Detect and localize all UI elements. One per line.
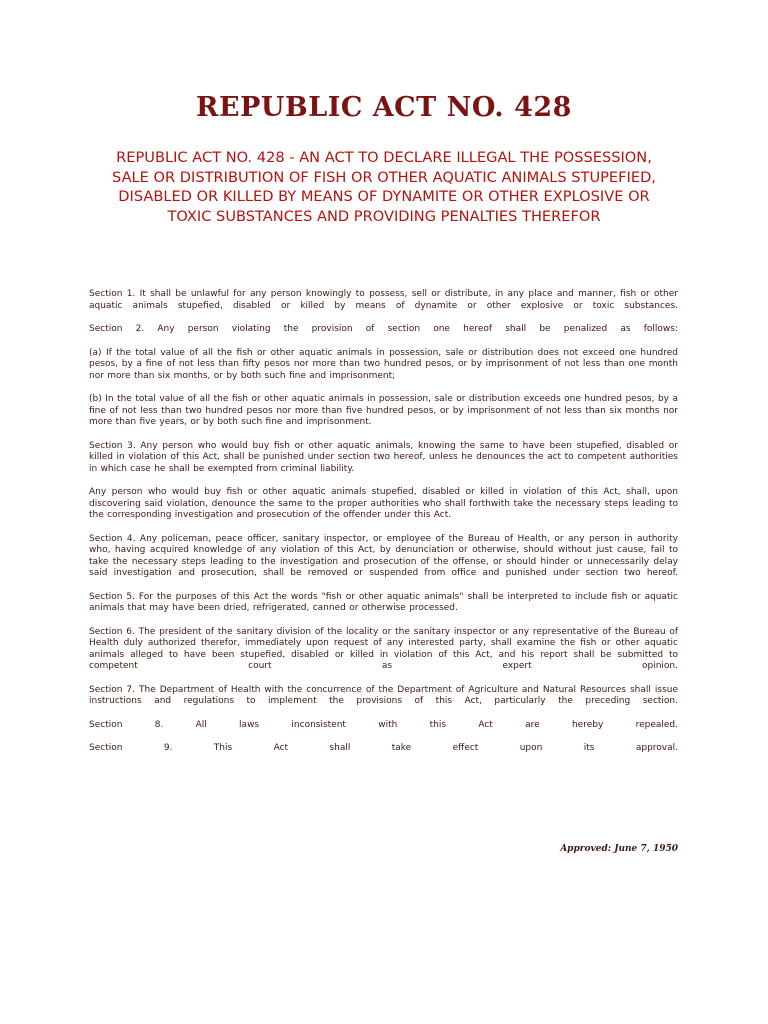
section-2-paragraph: Section 2. Any person violating the provision of section one hereof shall be penalized as follows: [89, 324, 678, 334]
document-body [89, 289, 678, 767]
section-8-paragraph: Section 8. All laws inconsistent with this Act are hereby repealed. [89, 719, 678, 730]
section-5-paragraph: Section 5. For the purposes of this Act the words "fish or other aquatic animals" shall be interpreted to include fish or aquatic animals that may have been dried, refrigerated, canned or otherwise processed. [89, 591, 678, 613]
section-2b-paragraph: (b) In the total value of all the fish or other aquatic animals in possession, sale or distribution exceeds one hundred pesos, by a fine of not less than two hundred pesos nor more than five hundred pesos, or by imprisonment of not less than six months nor more than five years, or by both such fine and imprisonment. [89, 394, 678, 427]
section-1-paragraph: Section 1. It shall be unlawful for any person knowingly to possess, sell or distribute, in any place and manner, fish or other aquatic animals stupefied, disabled or killed by means of dynamite or other explosive or toxic substances. [89, 289, 678, 311]
section-3-paragraph: Section 3. Any person who would buy fish or other aquatic animals, knowing the same to have been stupefied, disabled or killed in violation of this Act, shall be punished under section two hereof, unless he denounces the act to competent authorities in which case he shall be exempted from criminal liability. [89, 440, 678, 474]
section-7-paragraph: Section 7. The Department of Health with the concurrence of the Department of Agriculture and Natural Resources shall issue instructions and regulations to implement the provisions of this Act, particularly the preceding section. [89, 684, 678, 706]
section-6-paragraph: Section 6. The president of the sanitary division of the locality or the sanitary inspector or any representative of the Bureau of Health duly authorized therefor, immediately upon request of any interested party, shall examine the fish or other aquatic animals alleged to have been stupefied, disabled or killed in violation of this Act, and his report shall be submitted to competent court as expert opinion. [89, 626, 678, 671]
document-subtitle: REPUBLIC ACT NO. 428 - AN ACT TO DECLARE ILLEGAL THE POSSESSION, SALE OR DISTRIBUTION OF FISH OR OTHER AQUATIC ANIMALS STUPEFIED, DISABLED OR KILLED BY MEANS OF DYNAMITE OR OTHER EXPLOSIVE OR TOXIC SUBSTANCES AND PROVIDING PENALTIES THEREFOR [112, 149, 656, 225]
section-3-second-paragraph: Any person who would buy fish or other aquatic animals stupefied, disabled or killed in violation of this Act, shall, upon discovering said violation, denounce the same to the proper authorities who shall forthwith take the necessary steps leading to the corresponding investigation and prosecution of the offender under this Act. [89, 487, 678, 520]
section-4-paragraph: Section 4. Any policeman, peace officer, sanitary inspector, or employee of the Bureau of Health, or any person in authority who, having acquired knowledge of any violation of this Act, by denunciation or otherwise, should without just cause, fail to take the necessary steps leading to the investigation and prosecution of the offense, or should hinder or unnecessarily delay said investigation and prosecution, shall be removed or suspended from office and punished under section two hereof. [89, 533, 678, 578]
document-title: REPUBLIC ACT NO. 428 [196, 92, 572, 123]
section-2a-paragraph: (a) If the total value of all the fish or other aquatic animals in possession, sale or distribution does not exceed one hundred pesos, by a fine of not less than fifty pesos nor more than two hundred pesos, or by imprisonment of not less than one month nor more than six months, or by both such fine and imprisonment; [89, 347, 678, 381]
section-9-paragraph: Section 9. This Act shall take effect upon its approval. [89, 743, 678, 753]
approval-date: Approved: June 7, 1950 [560, 844, 678, 854]
